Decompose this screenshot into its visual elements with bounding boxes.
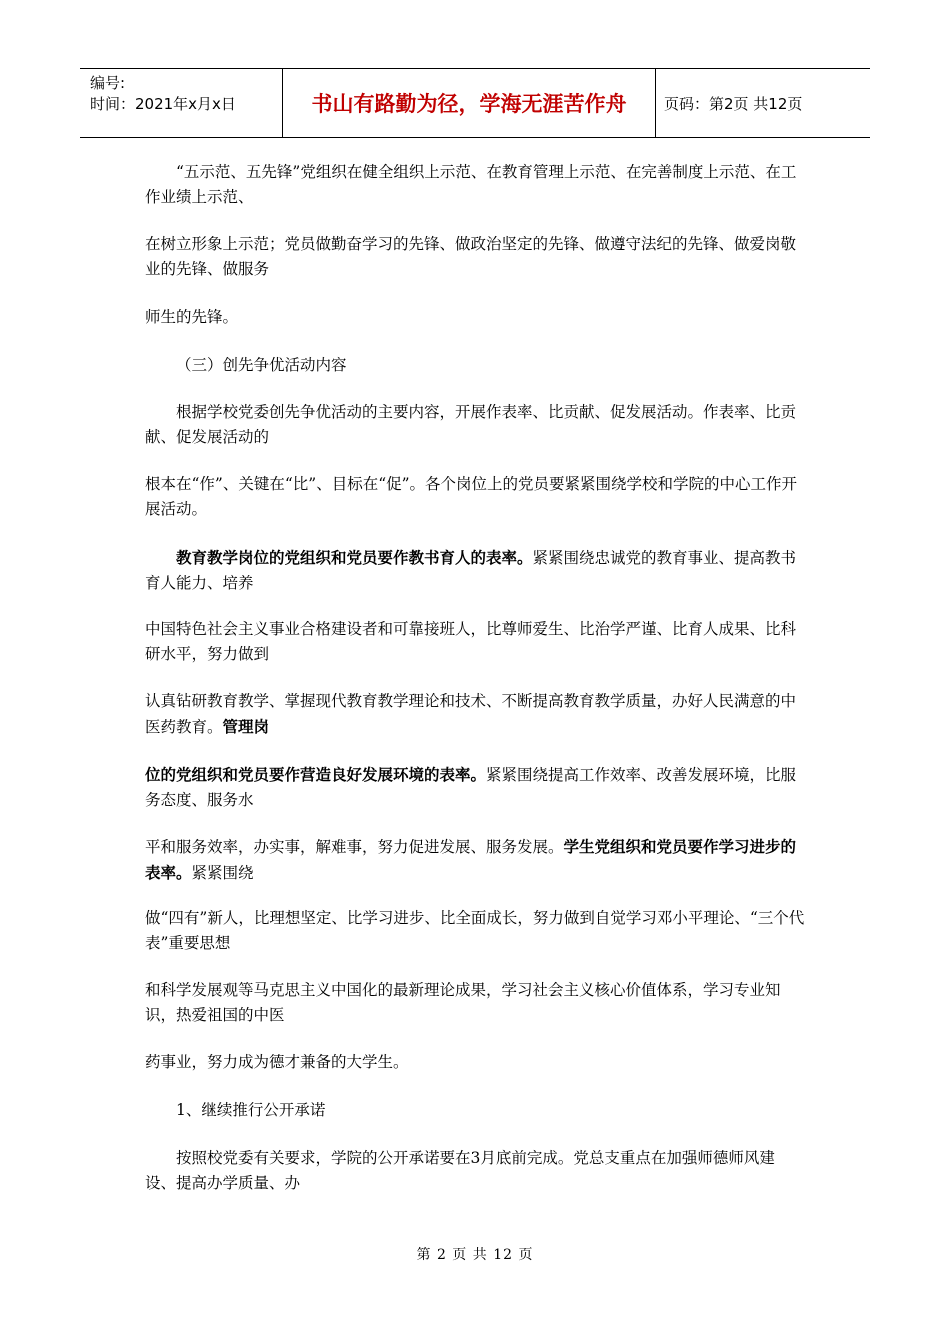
paragraph xyxy=(145,1146,805,1196)
page-footer: 第 2 页 共 12 页 xyxy=(416,1247,534,1263)
paragraph xyxy=(145,1098,805,1123)
paragraph-text: 平和服务效率，办实事，解难事，努力促进发展、服务发展。 xyxy=(145,838,564,856)
bold-text: 管理岗 xyxy=(222,717,270,736)
paragraph xyxy=(145,305,805,330)
paragraph-text: 1、继续推行公开承诺 xyxy=(176,1101,326,1119)
paragraph xyxy=(145,472,805,522)
paragraph-text: 根据学校党委创先争优活动的主要内容，开展作表率、比贡献、促发展活动。作表率、比贡献、促发展活动的 xyxy=(145,403,797,446)
paragraph-text: 根本在“作”、关键在“比”、目标在“促”。各个岗位上的党员要紧紧围绕学校和学院的中心工作开展活动。 xyxy=(145,475,798,518)
paragraph xyxy=(145,1050,805,1075)
paragraph-text: 药事业，努力成为德才兼备的大学生。 xyxy=(145,1053,409,1071)
paragraph-text: 和科学发展观等马克思主义中国化的最新理论成果，学习社会主义核心价值体系，学习专业知识，热爱祖国的中医 xyxy=(145,981,781,1024)
paragraph xyxy=(145,400,805,450)
document-number: 编号: xyxy=(90,74,126,92)
paragraph xyxy=(145,834,805,886)
page-header xyxy=(80,68,870,138)
paragraph xyxy=(145,762,805,813)
paragraph xyxy=(145,353,805,378)
paragraph-text: 做“四有”新人，比理想坚定、比学习进步、比全面成长，努力做到自觉学习邓小平理论、“三个代表”重要思想 xyxy=(145,909,805,952)
bold-text: 教育教学岗位的党组织和党员要作教书育人的表率。 xyxy=(176,548,533,567)
bold-text: 学生党组织和党员要作学习进步的表率。 xyxy=(145,837,797,882)
paragraph xyxy=(145,906,805,956)
header-slogan: 书山有路勤为径，学海无涯苦作舟 xyxy=(282,69,656,137)
paragraph xyxy=(145,689,805,740)
paragraph xyxy=(145,545,805,596)
paragraph-text: 紧紧围绕 xyxy=(191,864,254,882)
paragraph-text: 师生的先锋。 xyxy=(145,308,239,326)
paragraph-text: 紧紧围绕提高工作效率、改善发展环境，比服务态度、服务水 xyxy=(145,766,797,809)
paragraph xyxy=(145,617,805,667)
paragraph-text: 在树立形象上示范；党员做勤奋学习的先锋、做政治坚定的先锋、做遵守法纪的先锋、做爱岗敬业的先锋、做服务 xyxy=(145,235,797,278)
paragraph xyxy=(145,160,805,210)
paragraph xyxy=(145,978,805,1028)
header-meta xyxy=(80,69,282,137)
header-page-code: 页码：第2页 共12页 xyxy=(664,94,803,113)
document-time: 时间：2021年x月x日 xyxy=(90,95,236,113)
bold-text: 位的党组织和党员要作营造良好发展环境的表率。 xyxy=(145,765,487,784)
paragraph-text: 紧紧围绕忠诚党的教育事业、提高教书育人能力、培养 xyxy=(145,549,797,592)
paragraph-text: 按照校党委有关要求，学院的公开承诺要在3月底前完成。党总支重点在加强师德师风建设、提高办学质量、办 xyxy=(145,1149,775,1192)
paragraph-text: （三）创先争优活动内容 xyxy=(176,356,347,374)
paragraph-text: “五示范、五先锋”党组织在健全组织上示范、在教育管理上示范、在完善制度上示范、在工作业绩上示范、 xyxy=(145,163,797,206)
paragraph-text: 中国特色社会主义事业合格建设者和可靠接班人，比尊师爱生、比治学严谨、比育人成果、比科研水平，努力做到 xyxy=(145,620,797,663)
paragraph xyxy=(145,232,805,282)
paragraph-text: 认真钻研教育教学、掌握现代教育教学理论和技术、不断提高教育教学质量，办好人民满意的中医药教育。 xyxy=(145,692,797,736)
